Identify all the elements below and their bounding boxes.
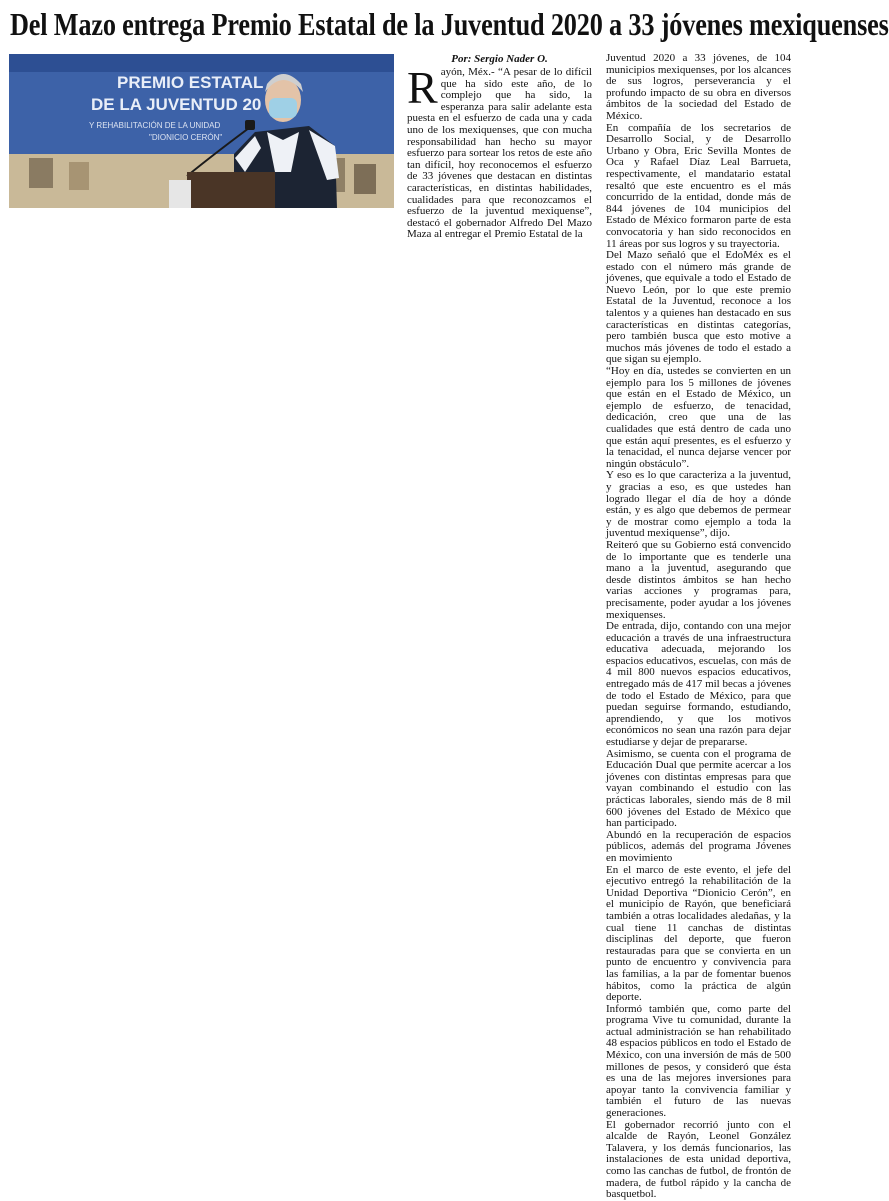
article-column-2 <box>407 53 592 241</box>
article-headline: Del Mazo entrega Premio Estatal de la Juventud 2020 a 33 jóvenes mexiquenses <box>10 6 889 42</box>
article-lead-paragraph <box>407 62 592 241</box>
article-paragraph: En el marco de este evento, el jefe del ejecutivo entregó la rehabilitación de la Unidad Deportiva “Dionicio Cerón”, en el municipio de Rayón, que beneficiará también a otras localidades aledañas, y la cual tiene 11 canchas de distintas disciplinas del deporte, que fueron restauradas para que se convierta en un punto de encuentro y convivencia para las familias, a la par de fomentar buenos hábitos, como la práctica de algún deporte. <box>606 863 791 1004</box>
article-paragraph: De entrada, dijo, contando con una mejor educación a través de una infraestructura educativa adecuada, mejorando los espacios educativos, escuelas, con más de 4 mil 800 nuevos espacios educativos, entregado más de 417 mil becas a jóvenes de todo el Estado de México, para que puedan seguirse formando, estudiando, aprendiendo, y que los motivos económicos no sean una razón para dejar estudiarse y dejar de prepararse. <box>606 620 791 749</box>
article-paragraph: Asimismo, se cuenta con el programa de Educación Dual que permite acercar a los jóvenes con distintas empresas para que vayan combinando el estudio con las prácticas laborales, siendo más de 8 mil 600 jóvenes del Estado de México que han participado. <box>606 747 791 830</box>
banner-line-4: "DIONICIO CERÓN" <box>149 133 223 142</box>
article-paragraph: Reiteró que su Gobierno está convencido de lo importante que es tenderle una mano a la juventud, asegurando que desde distintos ámbitos se han hecho varias acciones y programas para, precisamente, poder ayudar a los jóvenes mexiquenses. <box>606 538 791 621</box>
banner-line-2: DE LA JUVENTUD 20 <box>91 95 262 114</box>
article-paragraph: Del Mazo señaló que el EdoMéx es el estado con el número más grande de jóvenes, que equivale a todo el Estado de Nuevo León, por lo que este premio Estatal de la Juventud, reconoce a los talentos y a quienes han destacado en sus características en distintas categorías, pero también busca que esto motive a muchos más jóvenes de todo el estado a que sigan su ejemplo. <box>606 249 791 366</box>
article-paragraph: Juventud 2020 a 33 jóvenes, de 104 municipios mexiquenses, por los alcances de sus logros, perseverancia y el profundo impacto de su obra en diversos ámbitos de la sociedad del Estado de México. <box>606 52 791 122</box>
article-photo <box>9 54 394 208</box>
article-paragraph: Y eso es lo que caracteriza a la juventud, y gracias a eso, es que ustedes han logrado llegar el día de hoy a dónde están, y es algo que debemos de permear y de mostrar como ejemplo a toda la juventud mexiquense”, dijo. <box>606 469 791 540</box>
article-paragraph: Informó también que, como parte del programa Vive tu comunidad, durante la actual administración se han rehabilitado 48 espacios públicos en todo el Estado de México, con una inversión de más de 500 millones de pesos, y consideró que ésta es una de las mejores inversiones para apoyar tanto la convivencia familiar y también el futuro de las nuevas generaciones. <box>606 1002 791 1120</box>
drop-cap: R <box>407 62 438 113</box>
article-paragraph: En compañía de los secretarios de Desarrollo Social, y de Desarrollo Urbano y Obra, Eric Sevilla Montes de Oca y Rafael Díaz Leal Barrueta, respectivamente, el mandatario estatal resaltó que este encuentro es el más concurrido de la entidad, donde más de 844 jóvenes de 104 municipios del Estado de México formaron parte de esta convocatoria y han sido reconocidos en 11 áreas por sus logros y su trayectoria. <box>606 121 791 250</box>
banner-line-1: PREMIO ESTATAL <box>117 73 264 92</box>
article-paragraph: “Hoy en día, ustedes se convierten en un ejemplo para los 5 millones de jóvenes que están en el Estado de México, un ejemplo de esfuerzo, de tenacidad, dedicación, creo que una de las cualidades que está dentro de cada uno que están aquí presentes, es el esfuerzo y la tenacidad, el nunca dejarse vencer por ningún obstáculo”. <box>606 365 791 470</box>
article-column-3 <box>606 52 791 1201</box>
article-lead-text: ayón, Méx.- “A pesar de lo difícil que ha sido este año, de lo complejo que ha sido, la esperanza para salir adelante esta puesta en el esfuerzo de cada una y cada uno de los mexiquenses, que con mucha responsabilidad han hecho su mayor esfuerzo para sortear los retos de este año tan difícil, hoy reconocemos el esfuerzo de 33 jóvenes que destacan en distintas características, en distintas habilidades, cualidades para que reconozcamos el esfuerzo de la juventud mexiquense”, destacó el gobernador Alfredo Del Mazo Maza al entregar el Premio Estatal de la <box>407 66 592 241</box>
photo-illustration <box>9 54 394 208</box>
article-paragraph: El gobernador recorrió junto con el alcalde de Rayón, Leonel González Talavera, y los demás funcionarios, las instalaciones de esta unidad deportiva, como las canchas de futbol, de frontón de madera, de futbol rápido y la cancha de basquetbol. <box>606 1118 791 1201</box>
article-paragraph: Abundó en la recuperación de espacios públicos, además del programa Jóvenes en movimiento <box>606 828 791 864</box>
face-mask <box>269 98 297 118</box>
article-byline: Por: Sergio Nader O. <box>451 53 548 65</box>
banner-line-3: Y REHABILITACIÓN DE LA UNIDAD <box>89 121 221 130</box>
